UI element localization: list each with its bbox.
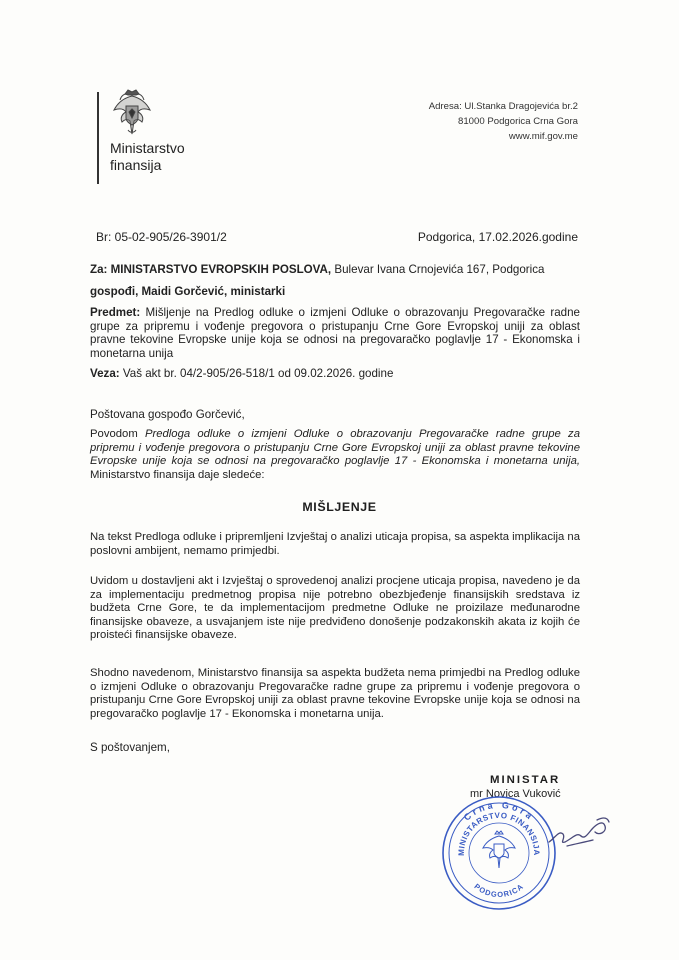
website-link[interactable]: www.mif.gov.me xyxy=(508,131,578,142)
paragraph-2: Uvidom u dostavljeni akt i Izvještaj o sprovedenoj analizi procjene uticaja propisa, navedeno je da za implementaciju predmetnog propisa nije potrebno obezbjeđenje finansijskih sredstava iz budžeta Crne Gore, te da implementacijom predmetne Odluke ne proizilaze međunarodne finansijske obaveze, a usvajanjem iste nije predviđeno donošenje podzakonskih akata iz kojih će proisteći finansijske obaveze. xyxy=(90,575,580,642)
reference-text: Vaš akt br. 04/2-905/26-518/1 od 09.02.2026. godine xyxy=(119,367,394,380)
reference-block xyxy=(90,367,580,381)
ministry-name xyxy=(110,140,185,174)
ministry-name-line1: Ministarstvo xyxy=(110,140,185,156)
ministry-address-block xyxy=(429,99,578,144)
addressee-address: Bulevar Ivana Crnojevića 167, Podgorica xyxy=(331,263,545,276)
closing-phrase: S poštovanjem, xyxy=(90,741,170,754)
salutation: Poštovana gospođo Gorčević, xyxy=(90,408,245,421)
addressee-label: Za: xyxy=(90,263,108,276)
intro-lead: Povodom xyxy=(90,428,145,440)
subject-label: Predmet: xyxy=(90,306,141,319)
addressee-organization: MINISTARSTVO EVROPSKIH POSLOVA, xyxy=(110,263,332,276)
opinion-title: MIŠLJENJE xyxy=(302,500,377,514)
stamp-text-middle: MINISTARSTVO FINANSIJA xyxy=(456,810,542,856)
minister-handwritten-signature xyxy=(545,812,615,856)
montenegro-coat-of-arms-icon xyxy=(110,88,154,138)
svg-text:PODGORICA xyxy=(473,882,526,899)
intro-italic: Predloga odluke o izmjeni Odluke o obrazovanju Pregovaračke radne grupe za pripremu i vođenje pregovora o pristupanju Crne Gore Evropskoj uniji za oblast pravne tekovine Evropske unije koja se odnosi na pregovaračko poglavlje 17 - Ekonomska i monetarna unija, xyxy=(90,428,580,468)
paragraph-3: Shodno navedenom, Ministarstvo finansija sa aspekta budžeta nema primjedbi na Predlog odluke o izmjeni Odluke o obrazovanju Pregovaračke radne grupe za pripremu i vođenje pregovora o pristupanju Crne Gore Evropskoj uniji za oblast pravne tekovine Evropske unije koja se odnosi na pregovaračko poglavlje 17 - Ekonomska i monetarna unija. xyxy=(90,667,580,720)
addressee-line xyxy=(90,263,580,277)
minister-title: MINISTAR xyxy=(490,774,561,786)
stamp-text-top: Crna Gora xyxy=(461,799,537,823)
paragraph-1: Na tekst Predloga odluke i pripremljeni Izvještaj o analizi uticaja propisa, sa aspekta implikacija na poslovni ambijent, nemamo primjedbi. xyxy=(90,531,580,557)
address-line-street: Adresa: Ul.Stanka Dragojevića br.2 xyxy=(428,101,578,112)
intro-tail: Ministarstvo finansija daje sledeće: xyxy=(90,468,265,481)
reference-number: Br: 05-02-905/26-3901/2 xyxy=(96,230,227,244)
minister-name: mr Novica Vuković xyxy=(470,788,561,800)
addressee-person: gospođi, Maidi Gorčević, ministarki xyxy=(90,285,286,298)
stamp-text-bottom: PODGORICA xyxy=(472,881,526,900)
subject-block xyxy=(90,306,580,360)
ministry-name-line2: finansija xyxy=(110,157,162,173)
place-date: Podgorica, 17.02.2026.godine xyxy=(417,230,578,244)
intro-paragraph xyxy=(90,428,580,482)
ministry-stamp-seal xyxy=(436,790,562,916)
letterhead-divider xyxy=(97,92,99,184)
address-line-city: 81000 Podgorica Crna Gora xyxy=(458,116,578,127)
reference-label: Veza: xyxy=(90,367,120,380)
subject-text: Mišljenje na Predlog odluke o izmjeni Odluke o obrazovanju Pregovaračke radne grupe za pripremu i vođenje pregovora o pristupanju Crne Gore Evropskoj uniji za oblast pravne tekovine Evropske unije koja se odnosi na pregovaračko poglavlje 17 - Ekonomska i monetarna unija xyxy=(90,306,580,360)
